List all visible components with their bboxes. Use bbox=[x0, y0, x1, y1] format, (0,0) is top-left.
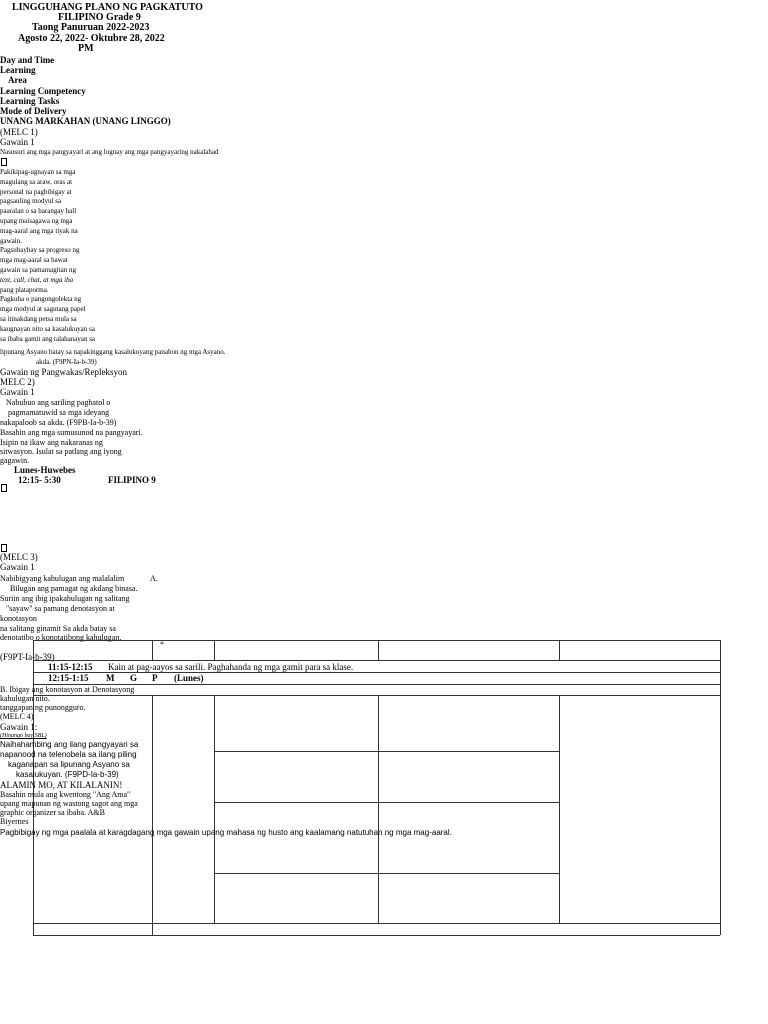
row2-m: M bbox=[106, 673, 115, 683]
plan-title: LINGGUHANG PLANO NG PAGKATUTO bbox=[12, 2, 203, 13]
melc2-line: pagmamatuwid sa mga ideyang bbox=[8, 408, 110, 417]
melc1-line: gawain. bbox=[0, 236, 22, 245]
melc3-code: (F9PT-Ia-b-39) bbox=[0, 652, 55, 662]
melc3-line: Suriin ang ibig ipakahulugan ng salitang bbox=[0, 594, 130, 603]
melc4-line: napanood na telenobela sa ilang piling bbox=[0, 750, 137, 759]
melc3-line: na salitang ginamit Sa akda batay sa bbox=[0, 624, 116, 633]
date-range: Agosto 22, 2022- Oktubre 28, 2022 bbox=[18, 33, 165, 44]
melc4-after-line: graphic organizer sa ibaba. A&B bbox=[0, 808, 105, 817]
melc1-competency: Nasusuri ang mga pangyayari at ang lugnay ang mga pangyayaring nakalahad bbox=[0, 148, 219, 156]
melc1-line: lipunang Asyano batay sa napakinggang kasalukuyang panahon ng mga Asyano. bbox=[0, 348, 226, 356]
melc1-line: mga mag-aaral sa bawat bbox=[0, 256, 68, 265]
subject-grade: FILIPINO Grade 9 bbox=[58, 12, 141, 23]
row2-p: P bbox=[152, 673, 158, 683]
table-rule bbox=[720, 640, 721, 935]
table-rule bbox=[214, 751, 559, 752]
table-rule bbox=[214, 640, 215, 660]
melc4-line: kaganapan sa lipunang Asyano sa bbox=[8, 760, 130, 769]
melc1-line: gawain sa pamamagitan ng bbox=[0, 266, 77, 274]
bullet-box-icon bbox=[1, 484, 7, 492]
schedule-subject: FILIPINO 9 bbox=[108, 475, 156, 485]
melc1-pangwakas: Gawain ng Pangwakas/Repleksyon bbox=[0, 367, 127, 377]
melc2-gawain: Gawain 1 bbox=[0, 387, 35, 397]
table-rule bbox=[559, 640, 560, 660]
melc3-line: Nabibigyang kahulugan ang malalalim bbox=[0, 574, 125, 583]
biyernes-label: Biyernes bbox=[0, 817, 29, 826]
melc4-alamin: ALAMIN MO, AT KILALANIN! bbox=[0, 780, 123, 790]
melc4-after-line: upang mapunan ng wastong sagot ang mga bbox=[0, 799, 138, 808]
melc4-line: Naihahambing ang ilang pangyayari sa bbox=[0, 740, 139, 749]
table-rule bbox=[378, 695, 379, 923]
melc4-tag: (MELC 4) bbox=[0, 712, 34, 721]
table-rule bbox=[152, 695, 153, 935]
row1-time: 11:15-12:15 bbox=[48, 662, 93, 672]
table-rule bbox=[33, 923, 720, 924]
row1-activity: Kain at pag-aayos sa sarili. Paghahanda ng mga gamit para sa klase. bbox=[108, 662, 354, 672]
melc3-letter-a: A. bbox=[150, 574, 158, 583]
melc3-gawain: Gawain 1 bbox=[0, 562, 35, 572]
area-label: Area bbox=[8, 75, 27, 85]
table-rule bbox=[152, 640, 153, 660]
melc2-line: Nabubuo ang sariling paghatol o bbox=[6, 398, 111, 407]
melc1-gawain: Gawain 1 bbox=[0, 137, 35, 147]
schedule-day: Lunes-Huwebes bbox=[14, 465, 76, 475]
melc1-line: sa itinakdang petsa mula sa bbox=[0, 315, 77, 323]
melc2-tag: MELC 2) bbox=[0, 377, 35, 387]
melc4-hinango: (Hinango bay SBL) bbox=[0, 733, 47, 739]
melc4-line: kasalukuyan. (F9PD-Ia-b-39) bbox=[16, 770, 119, 779]
quarter-label: UNANG MARKAHAN (UNANG LINGGO) bbox=[0, 116, 171, 126]
melc2-line: Isipin na ikaw ang nakaranas ng bbox=[0, 438, 103, 447]
melc3-line: denotatibo o konotatibong kahulugan. bbox=[0, 633, 122, 642]
table-rule bbox=[33, 935, 720, 936]
melc1-line: Pagsubaybay sa progreso ng bbox=[0, 246, 80, 255]
school-year: Taong Panuruan 2022-2023 bbox=[32, 22, 150, 33]
table-rule bbox=[378, 640, 379, 660]
melc4-b-line: B. Ibigay ang konotasyon at Denotasyong bbox=[0, 685, 135, 694]
tasks-label: Learning Tasks bbox=[0, 96, 60, 106]
melc1-line: mga modyul at sagutang papel bbox=[0, 305, 86, 314]
row2-time: 12:15-1:15 bbox=[48, 673, 89, 683]
table-rule bbox=[214, 873, 559, 874]
melc1-line: kaugnayan nito sa kasalukuyan sa bbox=[0, 324, 95, 333]
table-rule bbox=[214, 695, 215, 923]
table-rule bbox=[214, 802, 559, 803]
melc2-line: Basahin ang mga sumusunod na pangyayari. bbox=[0, 428, 143, 437]
melc1-line: upang maisagawa ng mga bbox=[0, 217, 73, 225]
melc1-line: mag-aaral ang mga tiyak na bbox=[0, 226, 78, 235]
table-rule bbox=[33, 695, 720, 696]
footer-note: Pagbibigay ng mga paalala at karagdagang mga gawain upang mahasa ng husto ang kaalamang natutuhan ng mga mag-aaral. bbox=[0, 828, 452, 837]
day-time-label: Day and Time bbox=[0, 55, 55, 65]
melc1-tag: (MELC 1) bbox=[0, 127, 38, 137]
melc4-line: tanggapan ng punongguro. bbox=[0, 703, 86, 712]
melc3-line: konotasyon bbox=[0, 614, 37, 623]
row2-day: (Lunes) bbox=[174, 673, 204, 683]
melc1-line: pagsauling modyul sa bbox=[0, 197, 62, 206]
melc1-line: akda. (F9PN-Ia-b-39) bbox=[36, 358, 97, 366]
table-rule bbox=[33, 684, 720, 685]
melc1-line: Pakikipag-ugnayan sa mga bbox=[0, 168, 76, 176]
melc1-line: text, call, chat, at mga iba bbox=[0, 275, 74, 284]
session-label: PM bbox=[78, 43, 94, 54]
table-rule bbox=[559, 695, 560, 923]
melc1-line: sa ibaba gamit ang talahanayan sa bbox=[0, 334, 96, 343]
melc4-line: kahulugan nito. bbox=[0, 694, 50, 703]
row2-g: G bbox=[130, 673, 138, 683]
table-rule bbox=[33, 660, 720, 661]
bullet-box-icon bbox=[1, 158, 7, 166]
melc2-line: nakapaloob sa akda. (F9PB-Ia-b-39) bbox=[0, 418, 117, 427]
melc3-tag: (MELC 3) bbox=[0, 552, 38, 562]
melc3-line: "sayaw" sa pamang denotasyon at bbox=[6, 604, 115, 613]
melc1-line: personal na pagbibigay at bbox=[0, 187, 72, 196]
melc2-line: gagawin. bbox=[0, 456, 30, 465]
competency-label: Learning Competency bbox=[0, 86, 86, 96]
melc3-line: Bilugan ang pamagat ng akdang binasa. bbox=[10, 584, 138, 593]
melc1-line: pang plataporma. bbox=[0, 285, 49, 294]
schedule-time: 12:15- 5:30 bbox=[18, 475, 61, 485]
table-mark: * bbox=[160, 640, 164, 649]
melc1-line: paaralan o sa barangay hall bbox=[0, 207, 77, 216]
melc4-after-line: Basahin mula ang kwentong "Ang Ama" bbox=[0, 790, 131, 799]
mode-label: Mode of Delivery bbox=[0, 106, 67, 116]
melc4-gawain: Gawain 1: bbox=[0, 722, 38, 732]
melc1-line: magulang sa araw, oras at bbox=[0, 177, 73, 186]
melc1-line: Pagkuha o pangongolekta ng bbox=[0, 295, 82, 304]
melc2-line: sitwasyon. Isulat sa patlang ang iyong bbox=[0, 447, 122, 456]
bullet-box-icon bbox=[1, 544, 7, 552]
table-rule bbox=[33, 640, 720, 641]
learning-label: Learning bbox=[0, 65, 36, 75]
